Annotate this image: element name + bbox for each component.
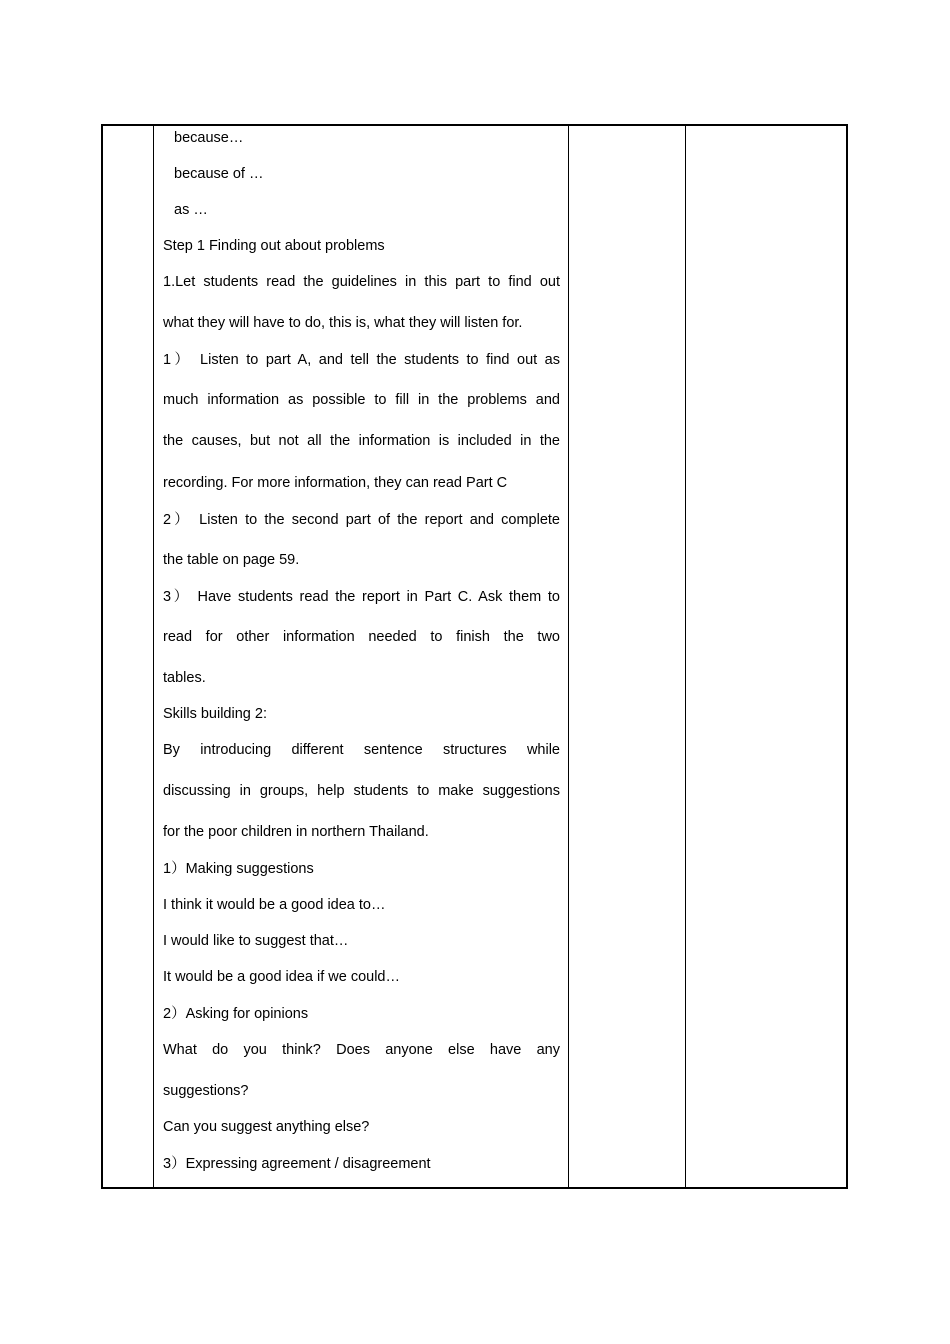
column-divider-2 [568, 126, 569, 1187]
text-line: 3）Expressing agreement / disagreement [163, 1156, 431, 1172]
text-line: suggestions? [163, 1083, 249, 1099]
text-line: I would like to suggest that… [163, 933, 349, 949]
text-line: read for other information needed to finish the two [163, 629, 560, 645]
text-line: much information as possible to fill in the problems and [163, 392, 560, 408]
text-line: It would be a good idea if we could… [163, 969, 400, 985]
text-line: 1.Let students read the guidelines in this part to find out [163, 274, 560, 290]
text-line: 1） Listen to part A, and tell the students to find out as [163, 352, 560, 368]
step-heading: Step 1 Finding out about problems [163, 238, 385, 254]
text-line: 3） Have students read the report in Part C. Ask them to [163, 589, 560, 605]
text-line: recording. For more information, they can read Part C [163, 475, 508, 491]
text-line: because… [174, 130, 244, 146]
text-line: the causes, but not all the information is included in the [163, 433, 560, 449]
text-line: 2） Listen to the second part of the report and complete [163, 512, 560, 528]
column-divider-3 [685, 126, 686, 1187]
text-line: Can you suggest anything else? [163, 1119, 370, 1135]
section-heading: Skills building 2: [163, 706, 267, 722]
text-line: as … [174, 202, 208, 218]
text-line: what they will have to do, this is, what they will listen for. [163, 315, 523, 331]
column-divider-1 [153, 126, 154, 1187]
text-line: because of … [174, 166, 264, 182]
lesson-plan-table [101, 124, 848, 1189]
text-line: for the poor children in northern Thailand. [163, 824, 429, 840]
text-line: tables. [163, 670, 206, 686]
text-line: What do you think? Does anyone else have any [163, 1042, 560, 1058]
text-line: By introducing different sentence structures while [163, 742, 560, 758]
text-line: 1）Making suggestions [163, 861, 314, 877]
text-line: discussing in groups, help students to make suggestions [163, 783, 560, 799]
text-line: I think it would be a good idea to… [163, 897, 386, 913]
text-line: 2）Asking for opinions [163, 1006, 309, 1022]
text-line: the table on page 59. [163, 552, 300, 568]
